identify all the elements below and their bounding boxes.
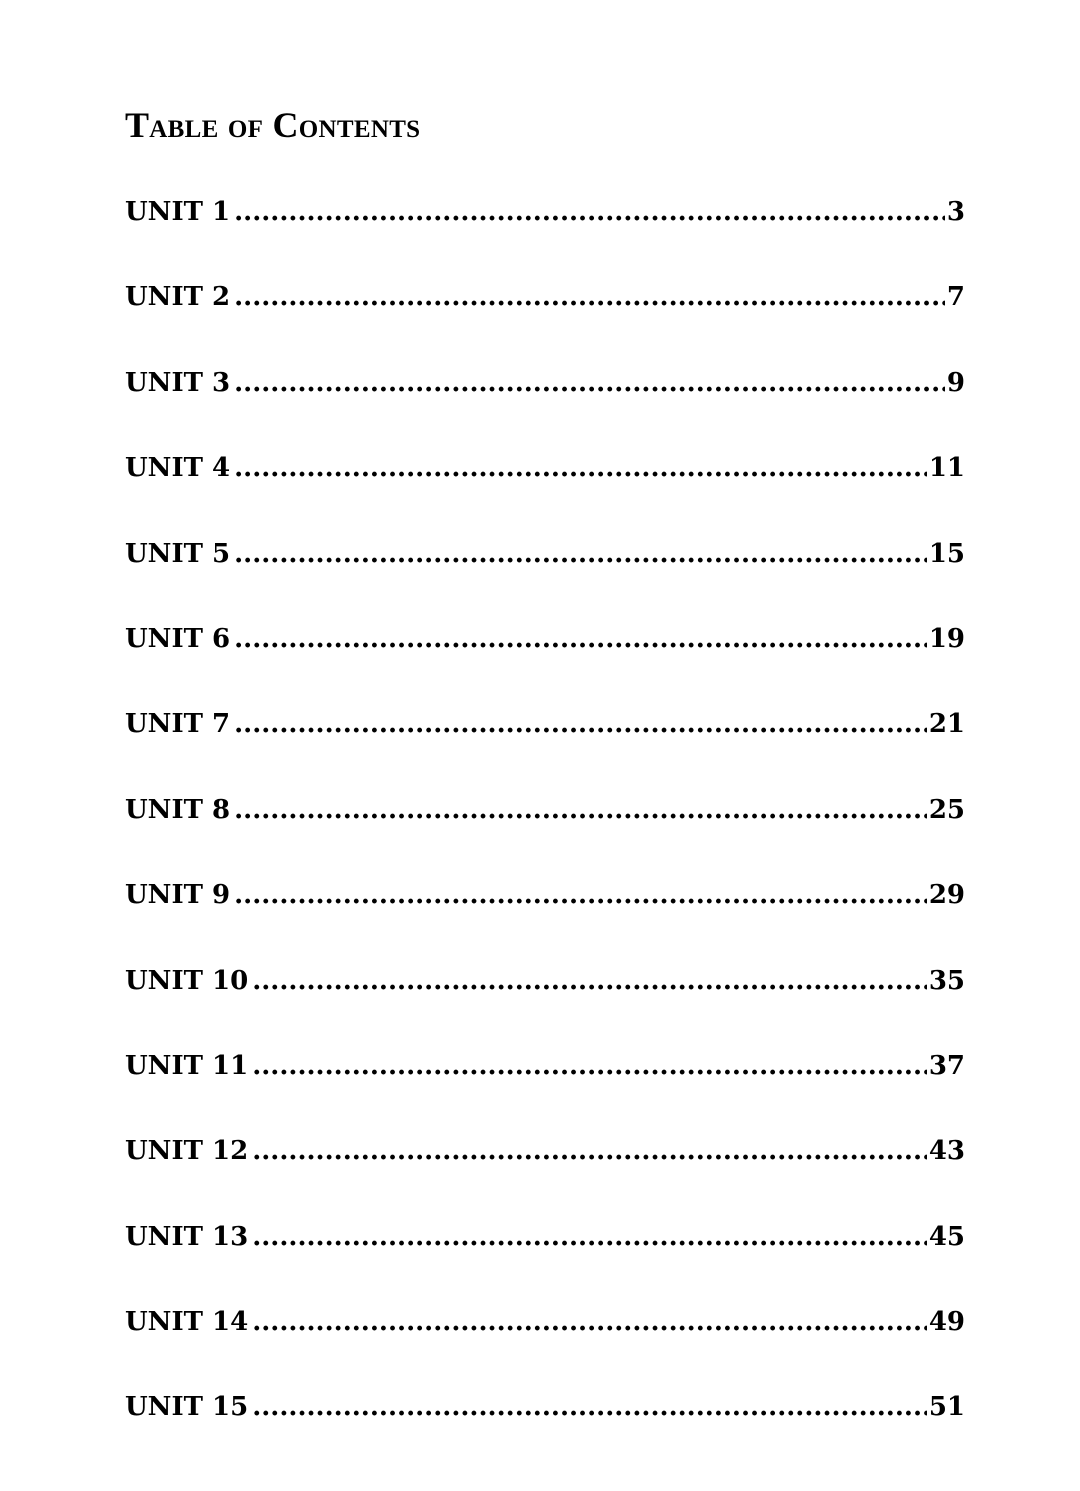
dot-leader	[234, 702, 927, 746]
toc-entry-page-number: 21	[928, 709, 965, 740]
toc-entry-label: UNIT 9	[125, 880, 231, 911]
dot-leader	[234, 617, 927, 661]
toc-entry-unit-4[interactable]	[125, 446, 965, 531]
toc-entry-label: UNIT 10	[125, 965, 249, 996]
toc-entry-page-number: 3	[946, 197, 965, 227]
toc-entry-page-number: 25	[928, 794, 965, 825]
toc-entry-page-number: 37	[928, 1050, 965, 1081]
dot-leader	[252, 1215, 927, 1259]
toc-entry-unit-8[interactable]	[125, 788, 965, 873]
toc-entry-label: UNIT 1	[125, 197, 231, 227]
toc-entry-page-number: 9	[946, 367, 965, 398]
toc-entry-label: UNIT 14	[125, 1307, 249, 1338]
toc-entry-unit-2[interactable]	[125, 275, 965, 360]
dot-leader	[234, 361, 945, 405]
toc-entry-label: UNIT 13	[125, 1221, 249, 1252]
page-title: Table of Contents	[125, 105, 421, 145]
toc-entry-label: UNIT 6	[125, 623, 231, 654]
toc-entry-page-number: 35	[928, 965, 965, 996]
toc-entry-label: UNIT 11	[125, 1050, 249, 1081]
toc-entry-unit-15[interactable]	[125, 1385, 965, 1470]
toc-entry-unit-3[interactable]	[125, 361, 965, 446]
dot-leader	[252, 959, 927, 1003]
toc-entry-page-number: 19	[928, 623, 965, 654]
toc-entry-label: UNIT 4	[125, 453, 231, 484]
toc-entry-label: UNIT 2	[125, 282, 231, 313]
toc-entry-unit-13[interactable]	[125, 1215, 965, 1300]
toc-entry-unit-5[interactable]	[125, 532, 965, 617]
dot-leader	[234, 788, 927, 832]
toc-entry-unit-6[interactable]	[125, 617, 965, 702]
toc-entry-page-number: 51	[928, 1392, 965, 1423]
toc-entry-page-number: 29	[928, 880, 965, 911]
toc-entry-label: UNIT 8	[125, 794, 231, 825]
toc-entry-label: UNIT 3	[125, 367, 231, 398]
dot-leader	[252, 1300, 927, 1344]
toc-entry-label: UNIT 5	[125, 538, 231, 569]
toc-entry-unit-11[interactable]	[125, 1044, 965, 1129]
toc-entry-unit-12[interactable]	[125, 1129, 965, 1214]
toc-entry-unit-10[interactable]	[125, 959, 965, 1044]
toc-entry-page-number: 11	[928, 453, 965, 484]
toc-entry-label: UNIT 15	[125, 1392, 249, 1423]
dot-leader	[234, 190, 945, 234]
toc-entry-page-number: 7	[946, 282, 965, 313]
toc-entry-page-number: 49	[928, 1307, 965, 1338]
dot-leader	[234, 873, 927, 917]
toc-entry-unit-14[interactable]	[125, 1300, 965, 1385]
toc-list	[125, 190, 965, 1471]
dot-leader	[234, 532, 927, 576]
toc-entry-unit-9[interactable]	[125, 873, 965, 958]
dot-leader	[234, 275, 945, 319]
dot-leader	[234, 446, 927, 490]
dot-leader	[252, 1044, 927, 1088]
toc-entry-page-number: 45	[928, 1221, 965, 1252]
dot-leader	[252, 1129, 927, 1173]
toc-entry-label: UNIT 7	[125, 709, 231, 740]
toc-entry-page-number: 15	[928, 538, 965, 569]
toc-entry-unit-1[interactable]	[125, 190, 965, 275]
toc-entry-unit-7[interactable]	[125, 702, 965, 787]
toc-entry-page-number: 43	[928, 1136, 965, 1167]
dot-leader	[252, 1385, 927, 1429]
toc-entry-label: UNIT 12	[125, 1136, 249, 1167]
